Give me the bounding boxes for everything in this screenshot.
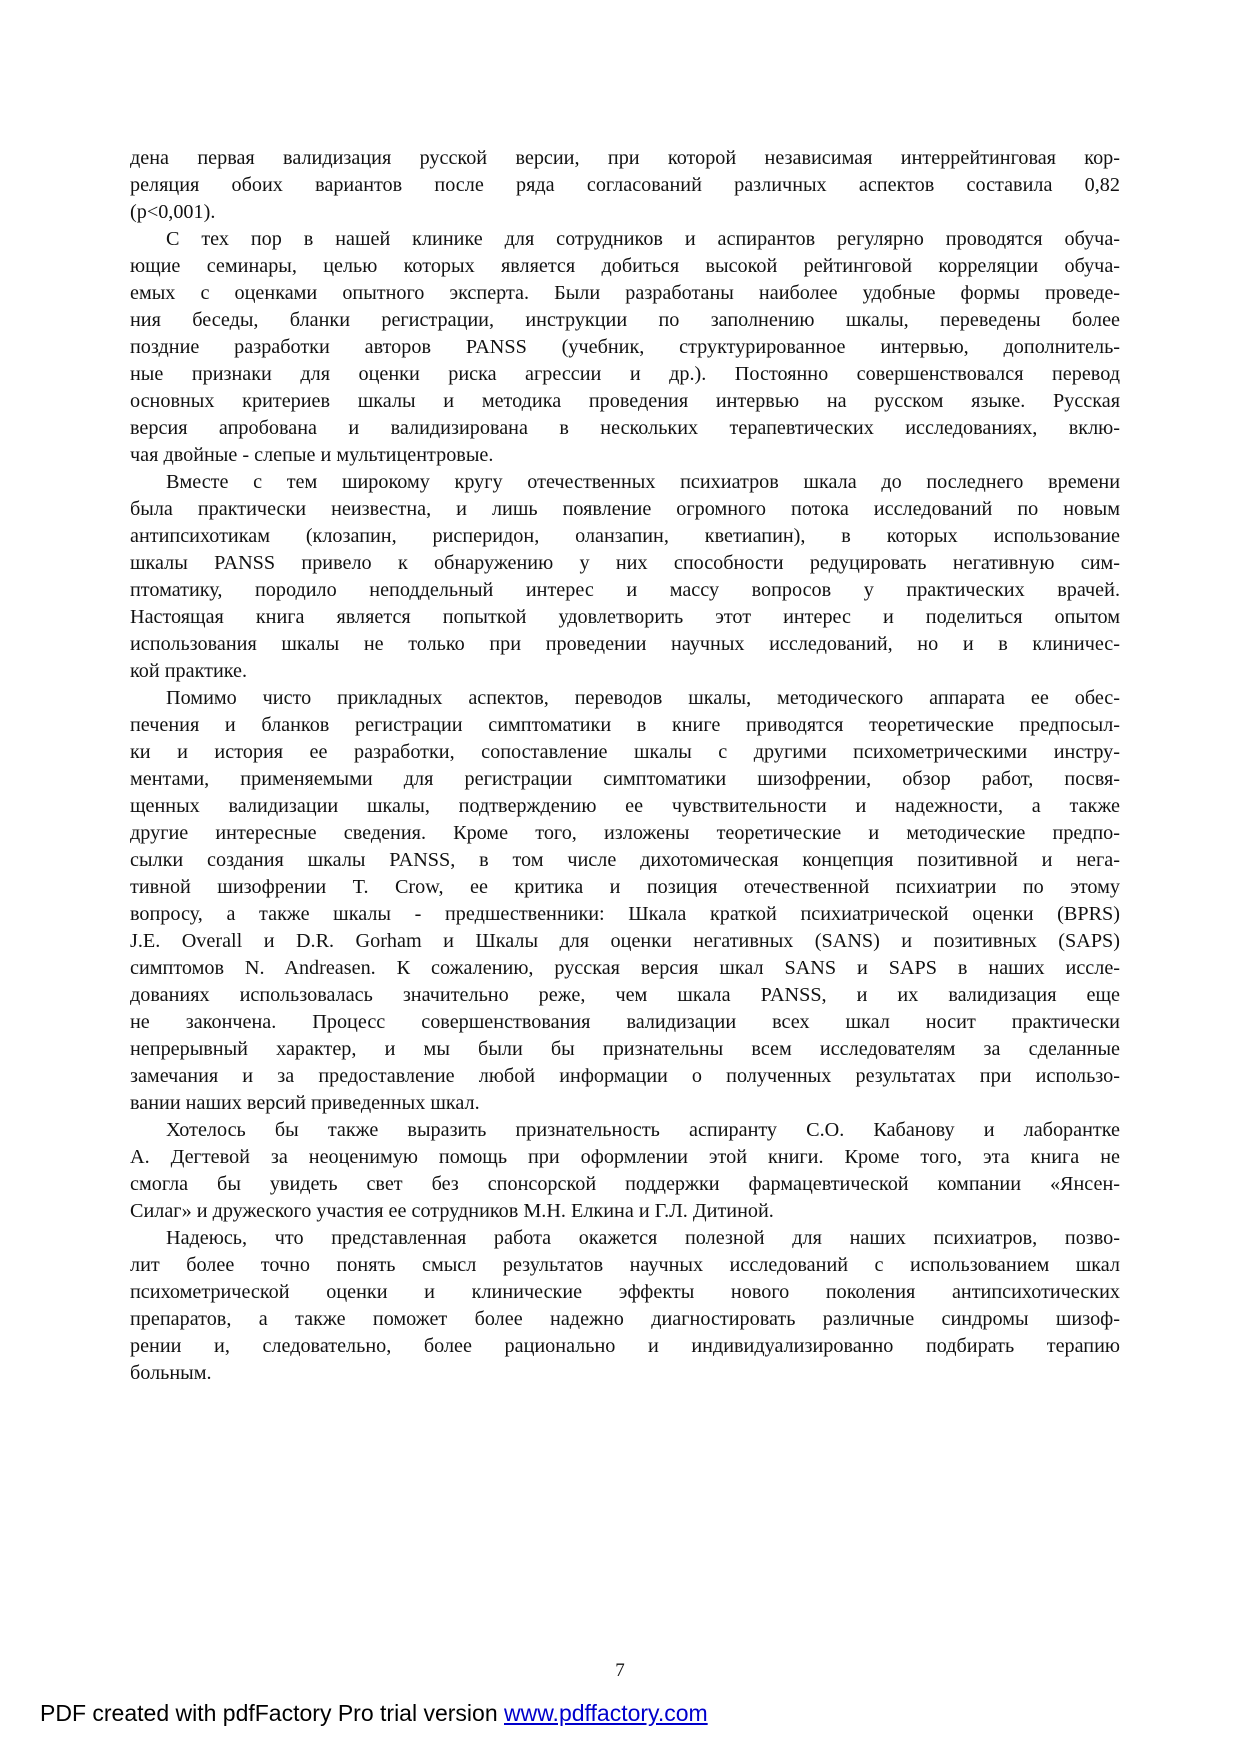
text-line: поздние разработки авторов PANSS (учебник, структурированное интервью, дополнитель- bbox=[130, 336, 1120, 358]
footer-prefix: PDF created with pdfFactory Pro trial version bbox=[40, 1700, 504, 1726]
text-line: Помимо чисто прикладных аспектов, переводов шкалы, методического аппарата ее обес- bbox=[166, 687, 1120, 709]
text-line: антипсихотикам (клозапин, рисперидон, оланзапин, кветиапин), в которых использование bbox=[130, 525, 1120, 547]
text-line: Силаг» и дружеского участия ее сотрудников М.Н. Елкина и Г.Л. Дитиной. bbox=[130, 1200, 774, 1222]
text-line: ные признаки для оценки риска агрессии и др.). Постоянно совершенствовался перевод bbox=[130, 363, 1120, 385]
text-line: использования шкалы не только при проведении научных исследований, но и в клиничес- bbox=[130, 633, 1120, 655]
text-line: кой практике. bbox=[130, 660, 248, 682]
text-line: ния беседы, бланки регистрации, инструкции по заполнению шкалы, переведены более bbox=[130, 309, 1120, 331]
text-line: (p<0,001). bbox=[130, 201, 216, 223]
text-line: психометрической оценки и клинические эффекты нового поколения антипсихотических bbox=[130, 1281, 1120, 1303]
text-line: замечания и за предоставление любой информации о полученных результатах при использо- bbox=[130, 1065, 1120, 1087]
text-line: птоматику, породило неподдельный интерес и массу вопросов у практических врачей. bbox=[130, 579, 1120, 601]
text-line: непрерывный характер, и мы были бы признательны всем исследователям за сделанные bbox=[130, 1038, 1120, 1060]
text-line: J.E. Overall и D.R. Gorham и Шкалы для оценки негативных (SANS) и позитивных (SAPS) bbox=[130, 930, 1120, 952]
text-line: вопросу, а также шкалы - предшественники: Шкала краткой психиатрической оценки (BPRS) bbox=[130, 903, 1120, 925]
text-line: ющие семинары, целью которых является добиться высокой рейтинговой корреляции обуча- bbox=[130, 255, 1120, 277]
text-line: Вместе с тем широкому кругу отечественных психиатров шкала до последнего времени bbox=[166, 471, 1120, 493]
text-line: реляция обоих вариантов после ряда согласований различных аспектов составила 0,82 bbox=[130, 174, 1120, 196]
pdffactory-link[interactable]: www.pdffactory.com bbox=[504, 1700, 708, 1726]
text-line: печения и бланков регистрации симптоматики в книге приводятся теоретические предпосыл- bbox=[130, 714, 1120, 736]
text-line: смогла бы увидеть свет без спонсорской поддержки фармацевтической компании «Янсен- bbox=[130, 1173, 1120, 1195]
text-line: дованиях использовалась значительно реже, чем шкала PANSS, и их валидизация еще bbox=[130, 984, 1120, 1006]
paragraph bbox=[130, 226, 1120, 469]
paragraph bbox=[130, 145, 1120, 226]
text-line: тивной шизофрении T. Crow, ее критика и позиция отечественной психиатрии по этому bbox=[130, 876, 1120, 898]
text-line: Надеюсь, что представленная работа окажется полезной для наших психиатров, позво- bbox=[166, 1227, 1120, 1249]
text-line: щенных валидизации шкалы, подтверждению ее чувствительности и надежности, а также bbox=[130, 795, 1120, 817]
text-line: была практически неизвестна, и лишь появление огромного потока исследований по новым bbox=[130, 498, 1120, 520]
paragraph bbox=[130, 469, 1120, 685]
pdf-footer bbox=[40, 1700, 708, 1727]
text-line: чая двойные - слепые и мультицентровые. bbox=[130, 444, 494, 466]
text-line: симптомов N. Andreasen. К сожалению, русская версия шкал SANS и SAPS в наших иссле- bbox=[130, 957, 1120, 979]
text-line: основных критериев шкалы и методика проведения интервью на русском языке. Русская bbox=[130, 390, 1120, 412]
text-line: версия апробована и валидизирована в нескольких терапевтических исследованиях, вклю- bbox=[130, 417, 1120, 439]
text-line: ки и история ее разработки, сопоставление шкалы с другими психометрическими инстру- bbox=[130, 741, 1120, 763]
text-line: больным. bbox=[130, 1362, 212, 1384]
text-line: Настоящая книга является попыткой удовлетворить этот интерес и поделиться опытом bbox=[130, 606, 1120, 628]
paragraph bbox=[130, 1117, 1120, 1225]
text-line: лит более точно понять смысл результатов научных исследований с использованием шкал bbox=[130, 1254, 1120, 1276]
text-line: ментами, применяемыми для регистрации симптоматики шизофрении, обзор работ, посвя- bbox=[130, 768, 1120, 790]
text-line: А. Дегтевой за неоценимую помощь при оформлении этой книги. Кроме того, эта книга не bbox=[130, 1146, 1120, 1168]
page-number: 7 bbox=[615, 1660, 625, 1681]
text-line: сылки создания шкалы PANSS, в том числе дихотомическая концепция позитивной и нега- bbox=[130, 849, 1120, 871]
body-text bbox=[130, 145, 1120, 1387]
text-line: емых с оценками опытного эксперта. Были разработаны наиболее удобные формы проведе- bbox=[130, 282, 1120, 304]
text-line: вании наших версий приведенных шкал. bbox=[130, 1092, 480, 1114]
paragraph bbox=[130, 1225, 1120, 1387]
paragraph bbox=[130, 685, 1120, 1117]
text-line: Хотелось бы также выразить признательность аспиранту С.О. Кабанову и лаборантке bbox=[166, 1119, 1120, 1141]
text-line: дена первая валидизация русской версии, при которой независимая интеррейтинговая кор- bbox=[130, 147, 1120, 169]
text-line: С тех пор в нашей клинике для сотрудников и аспирантов регулярно проводятся обуча- bbox=[166, 228, 1120, 250]
text-line: другие интересные сведения. Кроме того, изложены теоретические и методические предпо- bbox=[130, 822, 1120, 844]
text-line: не закончена. Процесс совершенствования валидизации всех шкал носит практически bbox=[130, 1011, 1120, 1033]
text-line: шкалы PANSS привело к обнаружению у них способности редуцировать негативную сим- bbox=[130, 552, 1120, 574]
text-line: препаратов, а также поможет более надежно диагностировать различные синдромы шизоф- bbox=[130, 1308, 1120, 1330]
text-line: рении и, следовательно, более рационально и индивидуализированно подбирать терапию bbox=[130, 1335, 1120, 1357]
